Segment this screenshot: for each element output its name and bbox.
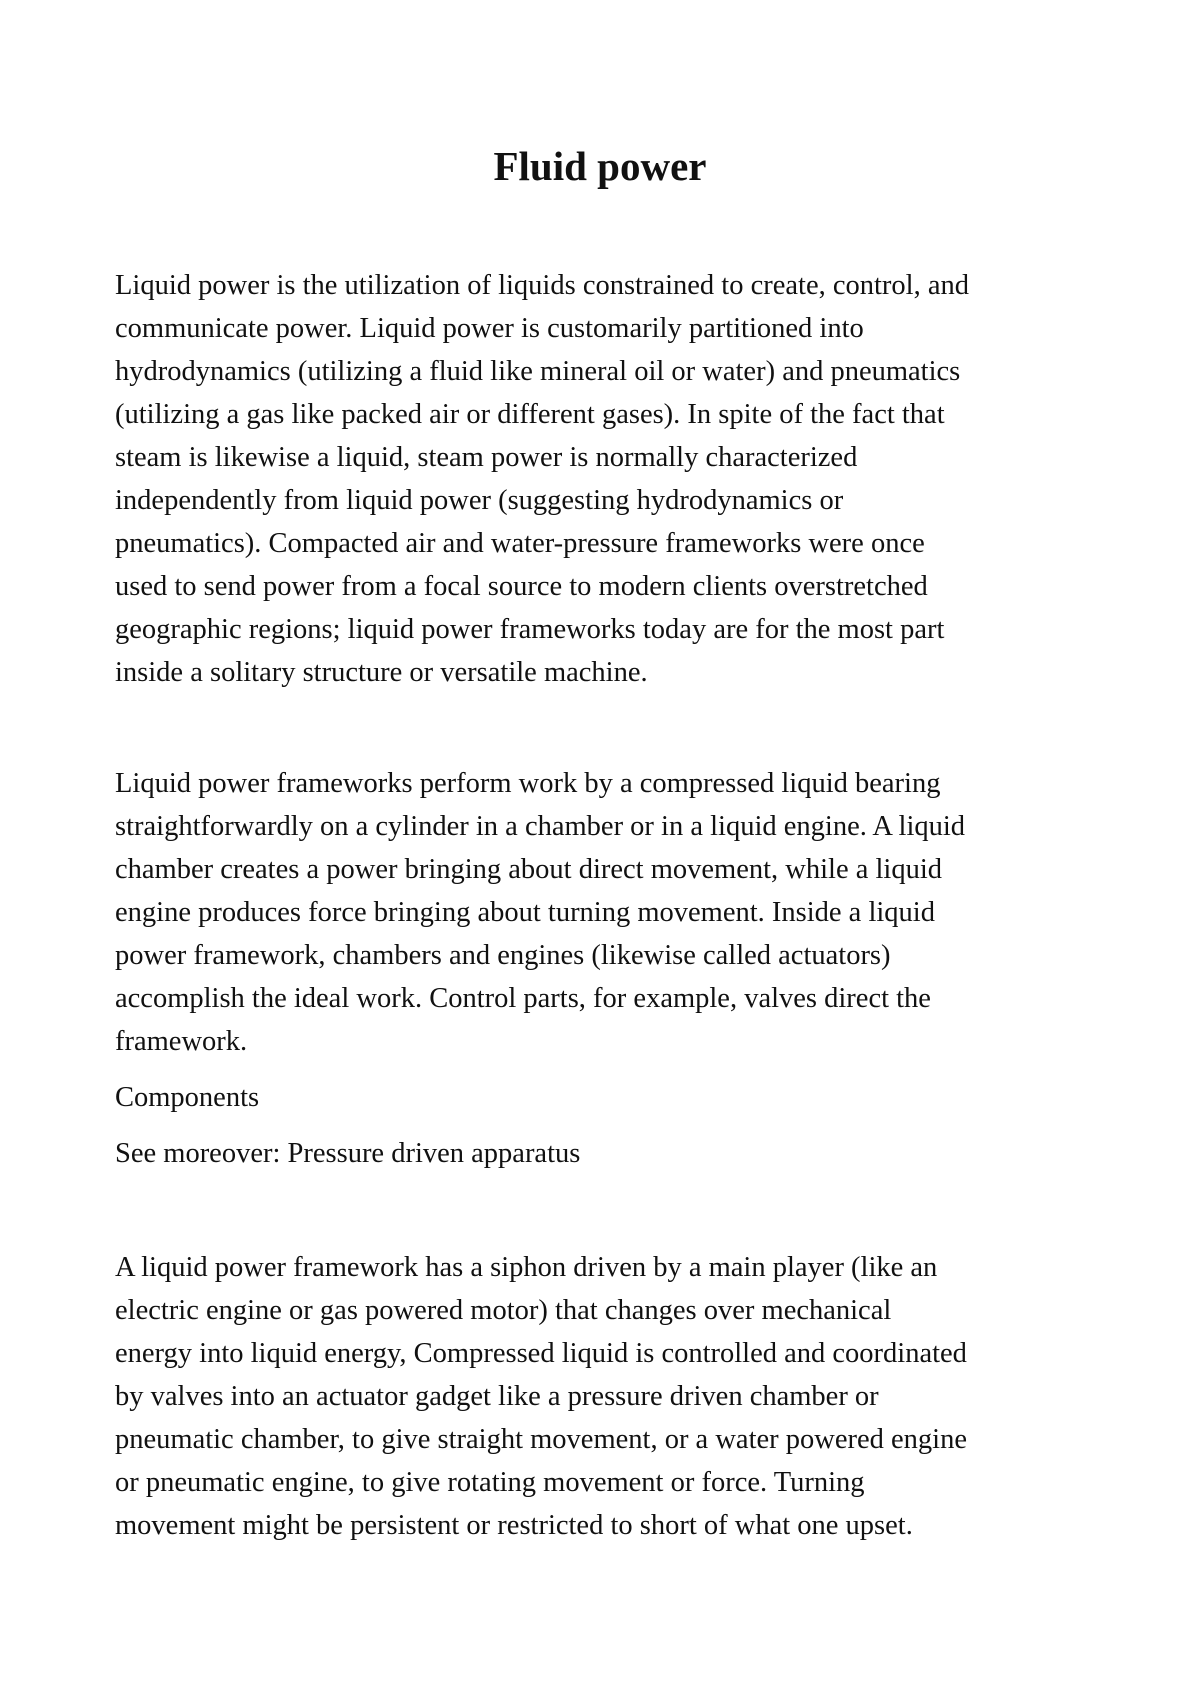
text-line: See moreover: Pressure driven apparatus — [115, 1138, 581, 1169]
text-line: Liquid power frameworks perform work by a compressed liquid bearing — [115, 768, 941, 799]
text-line: independently from liquid power (suggesting hydrodynamics or — [115, 485, 844, 516]
text-line: inside a solitary structure or versatile machine. — [115, 657, 648, 688]
paragraph-intro — [115, 264, 1115, 694]
text-line: communicate power. Liquid power is customarily partitioned into — [115, 313, 864, 344]
paragraph-frameworks — [115, 762, 1115, 1063]
text-line: energy into liquid energy, Compressed liquid is controlled and coordinated — [115, 1338, 967, 1369]
text-line: pneumatics). Compacted air and water-pressure frameworks were once — [115, 528, 925, 559]
text-line: geographic regions; liquid power frameworks today are for the most part — [115, 614, 945, 645]
text-line: or pneumatic engine, to give rotating movement or force. Turning — [115, 1467, 865, 1498]
text-line: straightforwardly on a cylinder in a chamber or in a liquid engine. A liquid — [115, 811, 966, 842]
text-line: hydrodynamics (utilizing a fluid like mineral oil or water) and pneumatics — [115, 356, 961, 387]
text-line: Components — [115, 1082, 260, 1113]
text-line: used to send power from a focal source to modern clients overstretched — [115, 571, 928, 602]
text-line: steam is likewise a liquid, steam power is normally characterized — [115, 442, 858, 473]
document-title: Fluid power — [493, 143, 707, 189]
see-also-note — [115, 1132, 1115, 1175]
text-line: movement might be persistent or restricted to short of what one upset. — [115, 1510, 913, 1541]
text-line: (utilizing a gas like packed air or different gases). In spite of the fact that — [115, 399, 945, 430]
text-line: Liquid power is the utilization of liquids constrained to create, control, and — [115, 270, 969, 301]
paragraph-system — [115, 1246, 1115, 1547]
text-line: accomplish the ideal work. Control parts, for example, valves direct the — [115, 983, 931, 1014]
text-line: power framework, chambers and engines (likewise called actuators) — [115, 940, 891, 971]
text-line: chamber creates a power bringing about direct movement, while a liquid — [115, 854, 943, 885]
text-line: pneumatic chamber, to give straight movement, or a water powered engine — [115, 1424, 967, 1455]
text-line: by valves into an actuator gadget like a pressure driven chamber or — [115, 1381, 879, 1412]
text-line: framework. — [115, 1026, 248, 1057]
text-line: electric engine or gas powered motor) that changes over mechanical — [115, 1295, 892, 1326]
text-line: A liquid power framework has a siphon driven by a main player (like an — [115, 1252, 938, 1283]
section-heading-components — [115, 1076, 1115, 1119]
text-line: engine produces force bringing about turning movement. Inside a liquid — [115, 897, 935, 928]
